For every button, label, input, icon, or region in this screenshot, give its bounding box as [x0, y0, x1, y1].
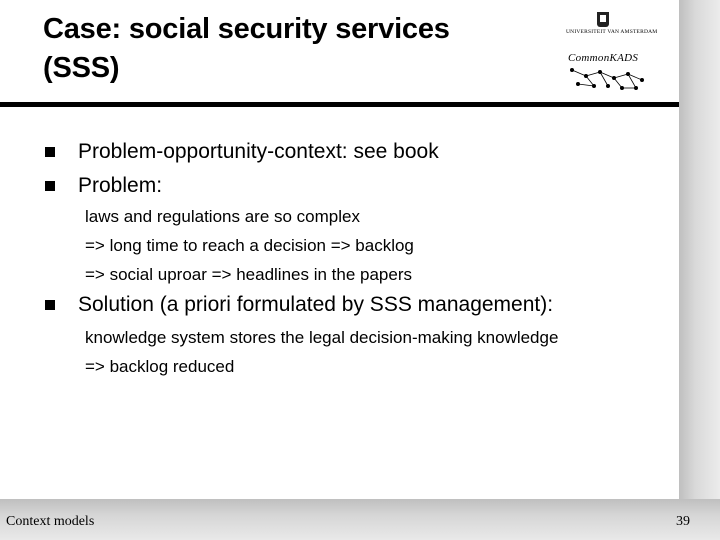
- slide-shadow-right: [679, 0, 720, 540]
- bullet-text: Problem-opportunity-context: see book: [78, 140, 439, 163]
- square-bullet-icon: [45, 147, 55, 157]
- commonkads-logo-text: CommonKADS: [568, 52, 639, 64]
- slide-shadow-bottom: [0, 499, 720, 540]
- slide-title-line-1: Case: social security services: [43, 13, 450, 45]
- square-bullet-icon: [45, 300, 55, 310]
- university-logo-text: UNIVERSITEIT VAN AMSTERDAM: [566, 29, 658, 35]
- commonkads-logo: [566, 52, 650, 94]
- commonkads-network-icon: [566, 64, 650, 92]
- footer-page-number: 39: [676, 514, 690, 529]
- solution-detail-line: knowledge system stores the legal decision-making knowledge: [85, 328, 559, 347]
- university-logo: [566, 12, 658, 42]
- square-bullet-icon: [45, 181, 55, 191]
- problem-detail-line: => social uproar => headlines in the papers: [85, 265, 413, 284]
- bullet-text: Problem:: [78, 174, 163, 197]
- problem-detail-line: => long time to reach a decision => backlog: [85, 236, 414, 255]
- slide-title-line-2: (SSS): [43, 52, 120, 84]
- university-crest-icon: [597, 12, 609, 27]
- problem-detail-line: laws and regulations are so complex: [85, 207, 360, 226]
- title-divider: [0, 102, 679, 107]
- bullet-text: Solution (a priori formulated by SSS management):: [78, 293, 554, 316]
- solution-detail-line: => backlog reduced: [85, 357, 235, 376]
- footer-section-title: Context models: [6, 514, 95, 529]
- slide-title: [43, 10, 523, 88]
